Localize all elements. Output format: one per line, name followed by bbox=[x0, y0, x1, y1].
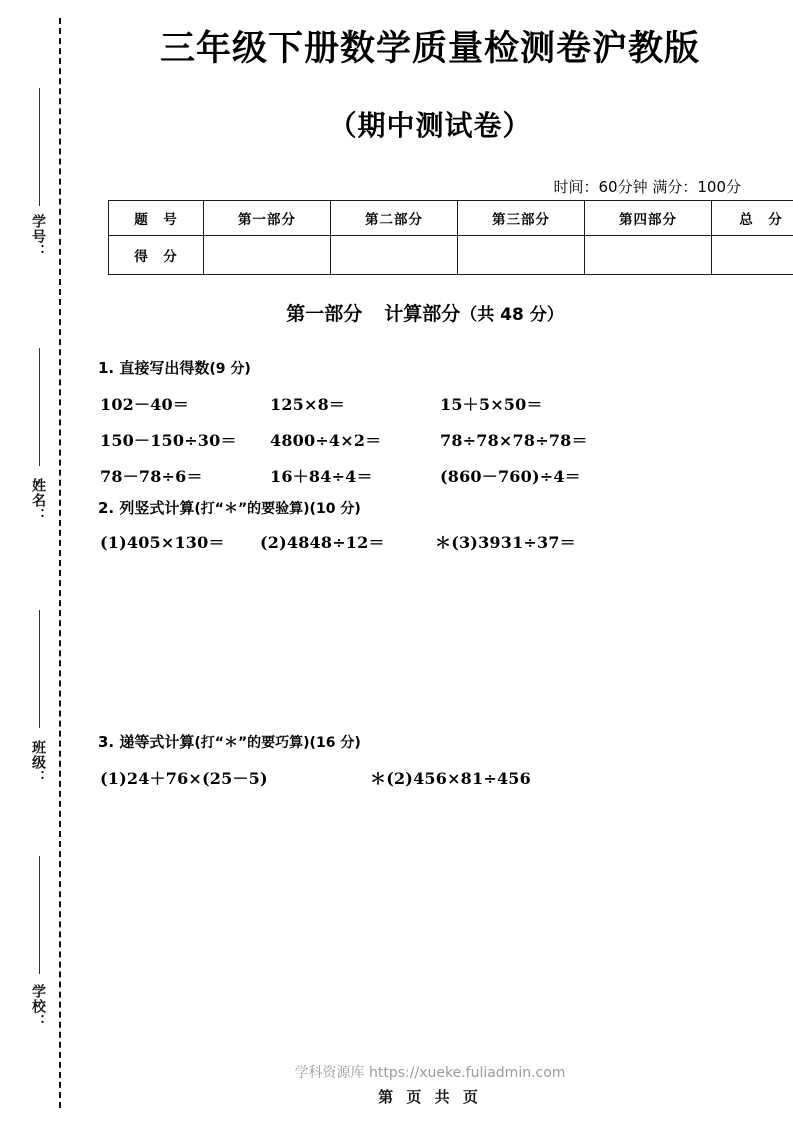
exam-page bbox=[80, 0, 793, 1122]
section-name: 计算部分 bbox=[384, 303, 461, 325]
score-cell-part-3[interactable] bbox=[458, 236, 585, 275]
expression-q2-r1-c1: (1)405×130＝ bbox=[100, 533, 225, 552]
expression-q1-r2-c1: 150－150÷30＝ bbox=[100, 431, 237, 450]
expression-q1-r3-c3: (860－760)÷4＝ bbox=[440, 467, 581, 486]
score-cell-part-4[interactable] bbox=[585, 236, 712, 275]
section-points: （共 48 分） bbox=[460, 305, 564, 325]
margin-label-1: 学号： bbox=[30, 214, 46, 259]
left-binding-margin bbox=[0, 0, 80, 1122]
section-number: 第一部分 bbox=[286, 303, 363, 325]
expression-q3-r1-c1: (1)24＋76×(25－5) bbox=[100, 769, 268, 788]
score-table-col-total: 总 分 bbox=[712, 201, 793, 236]
score-table-col-part-4: 第四部分 bbox=[585, 201, 712, 236]
binding-dashed-line bbox=[59, 18, 61, 1108]
score-cell-total[interactable] bbox=[712, 236, 793, 275]
expression-q1-r2-c3: 78÷78×78÷78＝ bbox=[440, 431, 588, 450]
binding-rule-1 bbox=[39, 88, 40, 206]
score-table-row-label-score: 得 分 bbox=[109, 236, 204, 275]
score-table-col-part-1: 第一部分 bbox=[204, 201, 331, 236]
score-table-scores-row bbox=[109, 236, 793, 275]
exam-meta-info: 时间：60分钟 满分：100分 bbox=[553, 178, 741, 196]
margin-label-2: 姓名： bbox=[30, 478, 46, 523]
question-note-q1: (9 分) bbox=[209, 361, 251, 377]
expression-q1-r1-c1: 102－40＝ bbox=[100, 395, 190, 414]
expression-q3-r1-c2: ＊(2)456×81÷456 bbox=[370, 769, 531, 788]
question-note-q3: (打“＊”的要巧算)(16 分) bbox=[194, 735, 361, 751]
question-title-text-q2: 2. 列竖式计算 bbox=[98, 499, 195, 517]
expression-q1-r2-c2: 4800÷4×2＝ bbox=[270, 431, 382, 450]
binding-rule-4 bbox=[39, 856, 40, 974]
footer-watermark: 学科资源库 https://xueke.fuliadmin.com bbox=[294, 1065, 566, 1081]
score-table-header-row bbox=[109, 201, 793, 236]
score-table-row-label: 题 号 bbox=[109, 201, 204, 236]
expression-q2-r1-c2: (2)4848÷12＝ bbox=[260, 533, 385, 552]
margin-label-3: 班级： bbox=[30, 740, 46, 785]
expression-q1-r3-c2: 16＋84÷4＝ bbox=[270, 467, 373, 486]
binding-rule-3 bbox=[39, 610, 40, 728]
score-table-col-part-3: 第三部分 bbox=[458, 201, 585, 236]
expression-q2-r1-c3: ＊(3)3931÷37＝ bbox=[435, 533, 576, 552]
score-table-col-part-2: 第二部分 bbox=[331, 201, 458, 236]
expression-q1-r3-c1: 78－78÷6＝ bbox=[100, 467, 203, 486]
question-title-text-q3: 3. 递等式计算 bbox=[98, 733, 195, 751]
margin-label-4: 学校： bbox=[30, 984, 46, 1029]
expression-q1-r1-c3: 15＋5×50＝ bbox=[440, 395, 543, 414]
question-title-q2 bbox=[98, 497, 361, 518]
section-heading bbox=[80, 299, 770, 326]
question-note-q2: (打“＊”的要验算)(10 分) bbox=[194, 501, 361, 517]
binding-rule-2 bbox=[39, 348, 40, 466]
score-cell-part-2[interactable] bbox=[331, 236, 458, 275]
footer-page-number: 第 页 共 页 bbox=[378, 1088, 482, 1106]
expression-q1-r1-c2: 125×8＝ bbox=[270, 395, 346, 414]
score-table bbox=[108, 200, 793, 275]
page-subtitle: （期中测试卷） bbox=[328, 109, 532, 142]
page-title: 三年级下册数学质量检测卷沪教版 bbox=[159, 29, 700, 69]
question-title-q3 bbox=[98, 731, 361, 752]
score-cell-part-1[interactable] bbox=[204, 236, 331, 275]
question-title-text-q1: 1. 直接写出得数 bbox=[98, 359, 210, 377]
question-title-q1 bbox=[98, 357, 251, 378]
